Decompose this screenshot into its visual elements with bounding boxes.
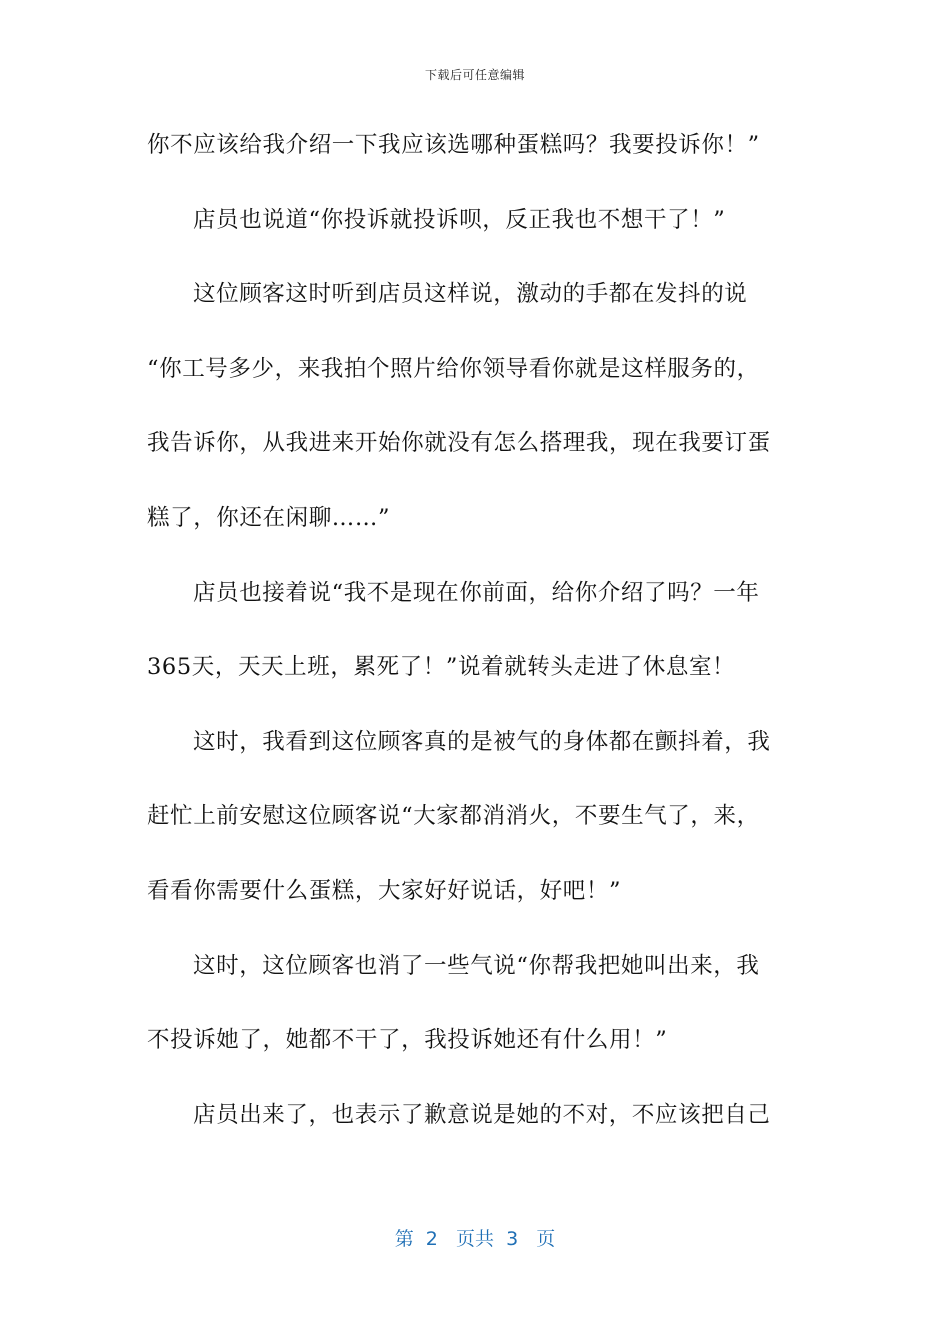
paragraph-line: 这时，这位顾客也消了一些气说“你帮我把她叫出来，我 bbox=[193, 952, 760, 979]
paragraph-line: 店员也接着说“我不是现在你前面，给你介绍了吗？一年 bbox=[193, 579, 760, 606]
text-line: 我告诉你，从我进来开始你就没有怎么搭理我，现在我要订蛋 bbox=[147, 430, 771, 457]
text-line: “你工号多少，来我拍个照片给你领导看你就是这样服务的， bbox=[147, 355, 760, 382]
text-line: 赶忙上前安慰这位顾客说“大家都消消火，不要生气了，来， bbox=[147, 803, 760, 830]
paragraph-line: 这时，我看到这位顾客真的是被气的身体都在颤抖着，我 bbox=[193, 728, 771, 755]
page-header-note: 下载后可任意编辑 bbox=[424, 68, 525, 82]
text-line: 你不应该给我介绍一下我应该选哪种蛋糕吗？我要投诉你！” bbox=[147, 132, 760, 158]
text-line: 看看你需要什么蛋糕，大家好好说话，好吧！” bbox=[147, 877, 622, 904]
text-line: 糕了，你还在闲聊……” bbox=[147, 504, 391, 531]
text-line: 365天，天天上班，累死了！”说着就转头走进了休息室！ bbox=[147, 654, 736, 681]
paragraph-line: 店员也说道“你投诉就投诉呗，反正我也不想干了！” bbox=[193, 206, 726, 233]
paragraph-line: 这位顾客这时听到店员这样说，激动的手都在发抖的说 bbox=[193, 281, 748, 308]
paragraph-line: 店员出来了，也表示了歉意说是她的不对，不应该把自己 bbox=[193, 1101, 771, 1128]
text-line: 不投诉她了，她都不干了，我投诉她还有什么用！” bbox=[147, 1027, 668, 1054]
document-body bbox=[147, 122, 797, 1166]
page-number-footer: 第 2 页共 3 页 bbox=[394, 1228, 556, 1250]
